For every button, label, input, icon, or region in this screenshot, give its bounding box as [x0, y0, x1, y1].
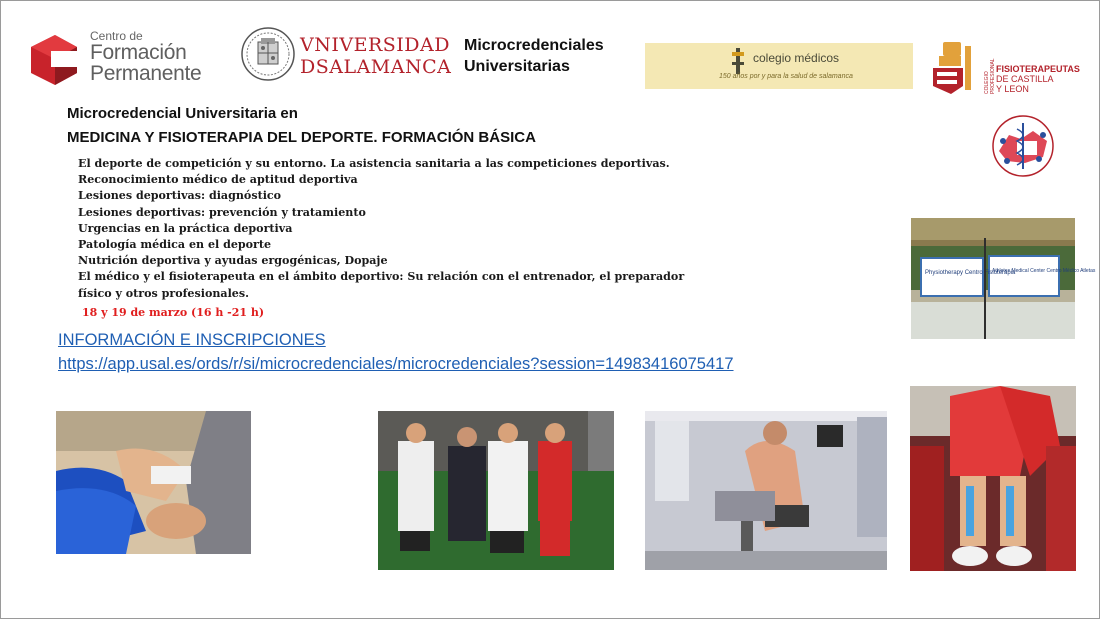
topic-item: Urgencias en la práctica deportiva	[78, 221, 293, 235]
topic-item: El médico y el fisioterapeuta en el ámbito deportivo: Su relación con el entrenador, el preparador	[78, 270, 685, 284]
course-title-line1: Microcredencial Universitaria en	[67, 105, 298, 122]
fisioterapeutas-vertical-text: COLEGIO PROFESIONAL	[984, 58, 996, 94]
usal-logo-text	[300, 34, 451, 78]
fisioterapeutas-mark-icon	[929, 40, 979, 96]
injury-treatment-photo	[56, 411, 251, 554]
physio-sign-2: Athletes Medical Center Centro Médico Atletas	[992, 268, 1096, 274]
fisio-line3: Y LEON	[996, 84, 1029, 94]
football-match-photo	[378, 411, 614, 570]
course-title	[67, 102, 536, 150]
colegio-tagline: 150 años por y para la salud de salamanca	[719, 73, 853, 80]
header-line1: Microcredenciales	[464, 37, 604, 54]
usal-seal-icon	[240, 26, 296, 82]
topic-item: físico y otros profesionales.	[78, 286, 249, 300]
fisio-line1: FISIOTERAPEUTAS	[996, 64, 1080, 74]
course-title-line2: MEDICINA Y FISIOTERAPIA DEL DEPORTE. FORMACIÓN BÁSICA	[67, 129, 536, 146]
fisio-line2: DE CASTILLA	[996, 74, 1054, 84]
topic-item: Lesiones deportivas: prevención y tratamiento	[78, 205, 366, 219]
colegio-name: colegio médicos	[753, 51, 840, 65]
usal-line2: DSALAMANCA	[300, 56, 452, 78]
microcredenciales-header	[464, 35, 604, 77]
usal-line1: VNIVERSIDAD	[300, 34, 450, 56]
sports-medicine-seal-icon	[981, 111, 1065, 181]
topic-item: Reconocimiento médico de aptitud deportiva	[78, 173, 358, 187]
header-line2: Universitarias	[464, 58, 570, 75]
colegio-mark-icon	[732, 48, 744, 74]
fisioterapeutas-text	[996, 64, 1080, 94]
info-inscripciones-link[interactable]: INFORMACIÓN E INSCRIPCIONES	[58, 331, 326, 349]
registration-url-link[interactable]: https://app.usal.es/ords/r/si/microcredenciales/microcredenciales?session=14983416075417	[58, 355, 734, 373]
ergometer-test-photo	[645, 411, 887, 570]
cfp-logo-mark	[25, 31, 83, 89]
cfp-line3: Permanente	[90, 62, 202, 85]
topic-item: Nutrición deportiva y ayudas ergogénicas, Dopaje	[78, 254, 388, 268]
topic-item: Patología médica en el deporte	[78, 238, 272, 252]
cfp-line2: Formación	[90, 41, 187, 64]
colegio-medicos-logo	[645, 43, 913, 89]
kinesio-taping-photo	[910, 386, 1076, 571]
physio-sign-1: Physiotherapy Centro Fisioterapia	[925, 270, 1016, 276]
physiotherapy-center-photo	[911, 218, 1096, 339]
course-dates: 18 y 19 de marzo (16 h -21 h)	[82, 306, 265, 319]
topic-item: Lesiones deportivas: diagnóstico	[78, 189, 282, 203]
cfp-line1: Centro de	[90, 29, 143, 43]
topics-list	[78, 156, 684, 302]
topic-item: El deporte de competición y su entorno. La asistencia sanitaria a las competiciones deportivas.	[78, 157, 670, 170]
cfp-logo-text	[90, 30, 201, 84]
